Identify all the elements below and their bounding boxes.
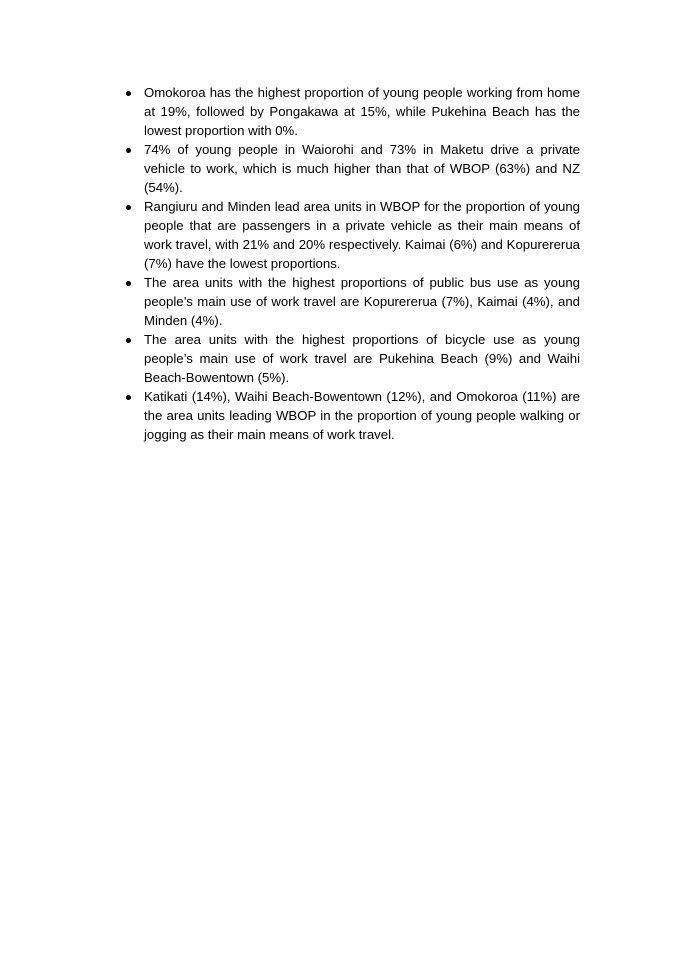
bullet-item-work-from-home (126, 83, 580, 140)
bullet-text: Rangiuru and Minden lead area units in WBOP for the proportion of young people that are passengers in a private vehicle as their main means of work travel, with 21% and 20% respectively. Kaimai (6%) and Kopurererua (7%) have the lowest proportions. (144, 199, 580, 271)
bullet-text: 74% of young people in Waiorohi and 73% in Maketu drive a private vehicle to work, which is much higher than that of WBOP (63%) and NZ (54%). (144, 142, 580, 195)
bullet-text: Katikati (14%), Waihi Beach-Bowentown (12%), and Omokoroa (11%) are the area units leading WBOP in the proportion of young people walking or jogging as their main means of work travel. (144, 389, 580, 442)
bullet-icon (126, 395, 131, 400)
bullet-icon (126, 148, 131, 153)
bullet-icon (126, 91, 131, 96)
bullet-item-bicycle (126, 330, 580, 387)
bullet-item-private-vehicle (126, 140, 580, 197)
bullet-list (126, 83, 580, 444)
bullet-text: Omokoroa has the highest proportion of young people working from home at 19%, followed by Pongakawa at 15%, while Pukehina Beach has the lowest proportion with 0%. (144, 85, 580, 138)
bullet-icon (126, 338, 131, 343)
bullet-icon (126, 205, 131, 210)
bullet-text: The area units with the highest proportions of public bus use as young people’s main use of work travel are Kopurererua (7%), Kaimai (4%), and Minden (4%). (144, 275, 580, 328)
bullet-item-passengers (126, 197, 580, 273)
bullet-icon (126, 281, 131, 286)
bullet-item-walking (126, 387, 580, 444)
bullet-text: The area units with the highest proportions of bicycle use as young people’s main use of work travel are Pukehina Beach (9%) and Waihi Beach-Bowentown (5%). (144, 332, 580, 385)
bullet-item-public-bus (126, 273, 580, 330)
